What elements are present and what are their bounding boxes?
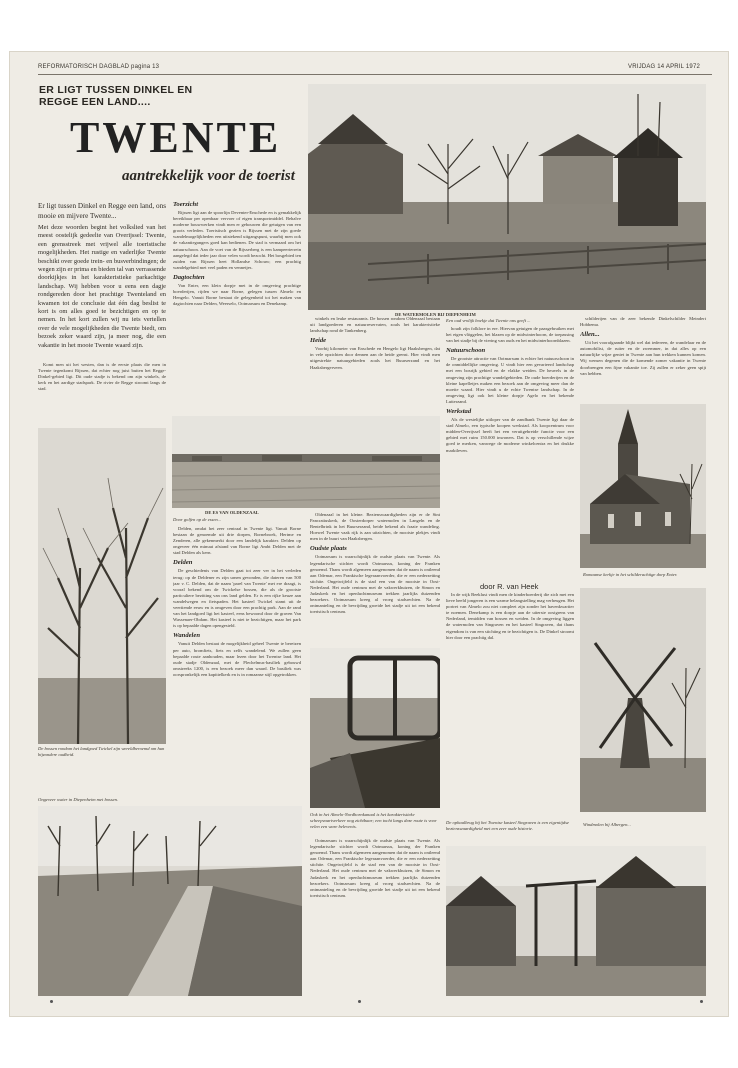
section-paragraph: winkels en leuke restaurants. De bossen rondom Oldenzaal bestaan uit landgoederen en natuurreservaten, zoals het karakteristieke landschap rond de Tankenberg. [310, 316, 440, 334]
page-mark [358, 1000, 361, 1003]
oldenzaal-caption: Door golfen op de essen... [173, 517, 222, 522]
header-rule [38, 74, 712, 75]
section-paragraph: houdt zijn folklore in ere. Hiervan getuigen de paasgebruiken met het eigen vlöggelen, het blazen op de midwinterhoorn, de toepassing van het stadje bij de viering van ouds en het midwinterhoornblazen. [446, 326, 574, 344]
trees-caption: De bossen rondom het landgoed Twickel zijn wereldberoemd om hun bijzondere oudheid. [38, 746, 165, 757]
column-2-lower-text [173, 526, 301, 806]
canal-photo [38, 806, 302, 996]
article-kicker: ER LIGT TUSSEN DINKEL EN REGGE EEN LAND.... [39, 84, 193, 108]
windmill-caption: Windmolen bij Albergen... [583, 822, 631, 827]
section-paragraph: Uit het voorafgaande blijkt wel dat iedereen, de wandelaar en de automobilist, de ruiter en de zwemmer, in dat alles op een natuurlijke wijze geniet in Twente aan hun trekken kunnen komen. Wij wensen degenen die de komende zomer vakantie in Twente doorbrengen een fijne vakantie toe. Zij zullen er zeker geen spijt van hebben. [580, 340, 706, 376]
section-heading: Delden [173, 559, 193, 567]
column-4-text [446, 326, 574, 576]
watermill-photo [308, 84, 706, 310]
section-paragraph: Rijssen ligt aan de spoorlijn Deventer-Enschede en is gemakkelijk bereikbaar per openbaar vervoer of eigen transportmiddel. Behalve moderne bouwwerken vindt men er gebouwen die getuigen van een groots verleden. Toeristisch gezien is Rijssen met de zijn goede wandelmogelijkheden een uitstekend uitgangspunt, waarbij men ook de vakantiegangers goed kan bedienen. De stad is vermaard om het natuurschoon. Aan de voet van de Rijsserberg is een kampeerterrein aangelegd dat ieder jaar door velen wordt bezocht. Het bosgebied ten zuiden van Rijssen heet Hollandse Schouw; een prachtig wandelgebied met veel paden en vennetjes. [173, 210, 301, 270]
section-paragraph: De geschiedenis van Delden gaat tot zeer ver in het verleden terug: op de Deldener es zijn urnen gevonden, die dateren van 500 jaar v. C. Delden, dat de naam 'parel van Twente' met ere draagt, is vooral bekend om de Twickelse bossen, die als de grootste particuliere bezitting van ons land gelden. Er is een rijke keuze aan wandelwegen en fietspaden. Het kasteel Twickel stamt uit de veertiende eeuw en is omgeven door een prachtig park. Aan de rand van het landgoed ligt het kasteel, eens bewoond door de graven Van Wassenaer-Obdam. Het kasteel is niet te bezichtigen, maar het park is op bepaalde dagen opengesteld. [173, 568, 301, 629]
watermill-caption-title: DE WATERMOLEN BIJ DIEPENHEIM [395, 312, 476, 317]
section-paragraph: Delden, omdat het zeer centraal in Twente ligt. Vanuit Borne bestaan de genoemde uit drie dorpen, Bornebroek, Hertme en Zenderen, alle gekenmerkt door een landelijk karakter. Delden op ongeveer één minuut afstand van Borne ligt Ambt Delden met de stad Delden als kern. [173, 526, 301, 556]
ship-caption: Ook in het Almelo-Nordhornkanaal is het karakteristieke scheepvaartverkeer nog zichtbaar; een tocht langs deze route is voor velen een ware belevenis. [310, 812, 437, 829]
section-heading: Allen... [580, 331, 600, 339]
oldenzaal-photo [172, 416, 440, 508]
column-4-lower-text [446, 592, 574, 818]
section-heading: Natuurschoon [446, 347, 486, 355]
church-caption: Romaanse kerkje in het schilderachtige dorp Enter. [583, 572, 678, 577]
page-header-left: REFORMATORISCH DAGBLAD pagina 13 [38, 64, 160, 70]
canal-caption: Ongeveer water in Diepenheim met bossen. [38, 797, 119, 802]
church-photo [580, 404, 706, 568]
oldenzaal-caption-title: DE ES VAN OLDENZAAL [205, 510, 259, 515]
section-paragraph: Voorbij kilometer van Enschede en Hengelo ligt Haaksbergen, dat in vele opzichten door dennen aan de heide grenst. Hier vindt men uitgestrekte natuurgebieden zoals het Buurserzand en het Haaksbergerveen. [310, 346, 440, 370]
section-paragraph: Van Enter, een klein dorpje met in de omgeving prachtige boerderijen, rijden we naar Borne, gelegen tussen Almelo en Hengelo. Vanuit Borne bestaat de gelegenheid tot het maken van dagtochten naar Delden, Weerselo, Ootmarsum en Denekamp. [173, 282, 301, 307]
column-3-bottom-text [310, 838, 440, 1000]
drawbridge-caption: De ophaalbrug bij het Twentse kasteel Singraven is een eigentijdse bezienswaardigheid met een zeer oude historie. [446, 820, 570, 831]
section-paragraph: Oldenzaal in het kleine. Bezienswaardigheden zijn er de Sint Pancratiuskerk, de Oosterdorper watermolen in Langeln en de Bentelbrink in het Buurserzand, beide bekend als fraaie wandeling. Hoewel Twente vaak rijk is aan uitzichten, de mooiste plekjes vindt men in de buurt van Haaksbergen. [310, 512, 440, 542]
section-paragraph: Ootmarsum is waarschijnlijk de oudste plaats van Twente. Als legendarische stichter wordt Ootmarsus, koning der Franken genoemd. Thans wordt algemeen aangenomen dat de naam is ontleend aan Odemar, een Frankische legeraanvoerder, die er een nederzetting stichtte. Ongetwijfeld is de stad een van de mooiste in Oost-Nederland. Het oude centrum met de vakwerkhuizen, de Simon en Judaskerk en het openluchtmuseum trekken jaarlijks duizenden bezoekers. Ootmarsum kreeg al vroeg stadsrechten. Na de ontmanteling en de bevrijding groeide het stadje uit tot een bekend toeristisch centrum. [310, 554, 440, 615]
page-mark [700, 1000, 703, 1003]
column-2-text [173, 198, 301, 410]
windmill-photo [580, 588, 706, 812]
page-mark [50, 1000, 53, 1003]
column-3-text [310, 316, 440, 408]
section-paragraph: Ootmarsum is waarschijnlijk de oudste plaats van Twente. Als legendarische stichter wordt Ootmarsus, koning der Franken genoemd. Thans wordt algemeen aangenomen dat de naam is ontleend aan Odemar, een Frankische legeraanvoerder, die er een nederzetting stichtte. Ongetwijfeld is de stad een van de mooiste in Oost-Nederland. Het oude centrum met de vakwerkhuizen, de Simon en Judaskerk en het openluchtmuseum trekken jaarlijks duizenden bezoekers. Ootmarsum kreeg al vroeg stadsrechten. Na de ontmanteling en de bevrijding groeide het stadje uit tot een bekend toeristisch centrum. [310, 838, 440, 898]
section-paragraph: In de wijk Beeklust vindt men de kinderboerderij die zich met een lieve beeld jongeren is een warme belangstelling mag verheugen. Het portret van Almelo zou niet compleet zijn zonder het havenkwartier te noemen. Denekamp is een dorpje aan de uiterste oostgrens van Nederland, temidden van bossen en weiden. In de omgeving liggen de watermolen van Singraven en het kasteel Singraven, dat thans eigendom is van een stichting en te bezichtigen is. De Dinkel stroomt hier door een prachtig dal. [446, 592, 574, 640]
page-header-right: VRIJDAG 14 APRIL 1972 [628, 64, 701, 70]
section-heading: Werkstad [446, 408, 472, 416]
lead-paragraph-1: Er ligt tussen Dinkel en Regge een land, ons mooie en mijvere Twente... [38, 202, 166, 220]
drawbridge-photo [446, 846, 706, 996]
column-3-middle-text [310, 512, 440, 644]
watermill-caption: Een oud vrolijk boekje dat Twente ons geeft ... [446, 318, 531, 323]
column-1-text [38, 362, 166, 422]
article-title: TWENTE [70, 113, 282, 162]
section-paragraph: Als de westelijke uitloper van de zandbank Twente ligt daar de stad Almelo, een typische koopen werkstad. Als koopcentrum voor midden-Overijssel heeft het een veruitgebreide functie voor een gebied met ruim 150.000 inwoners. Dat is op verschillende wijze goed te merken, vanwege de moderne winkelcentra en het drukke marktleven. [446, 417, 574, 453]
ship-photo [310, 648, 440, 808]
article-lead [38, 202, 166, 360]
lead-paragraph-3: Komt men uit het westen, dan is de eerste plaats die men in Twente tegenkomt Rijssen, dat echter nog juist buiten het Regge-Dinkel-gebied ligt. Dit oude stadje is bekend om zijn winkels, de kerk en het aardige stadspark. De rivier de Regge stroomt langs de stad. [38, 362, 166, 392]
article-subtitle: aantrekkelijk voor de toerist [122, 168, 295, 184]
section-heading: Heide [310, 337, 327, 345]
section-paragraph: schilderijen van de zeer bekende Dinkelschilder Meindert Hobbema. [580, 316, 706, 328]
lead-paragraph-2: Met deze woorden begint het volkslied van het meest oostelijk gedeelte van Overijssel: Twente, een grensstreek met vrijwel alle toeristische mogelijkheden. Het rustige en vaderlijke Twente beschikt over goede trein- en busverbindingen; de wegen zijn er prima en bieden tal van verrassende doorkijkjes in het karakteristieke parkachtige landschap. Wij hebben voor u eens een dagje rondgereden door het prachtige Twenteland en kwamen tot de conclusie dat één dag beslist te kort is om alles goed te bezichtigen en op te nemen. In het kort zullen wij nu iets vertellen over de vele mogelijkheden die Twente biedt, om bezoek zeker waard zijn, ja meer nog, die een vakantie in het mooie Twente waard zijn. [38, 224, 166, 349]
section-heading: Dagtochten [173, 273, 205, 281]
section-paragraph: De grootste attractie van Ootmarsum is echter het natuurschoon in de onmiddellijke omgeving. U vindt hier een gevarieerd landschap met een bosrijk gebied en de vlakke weiden. De heuvels in de omgeving zijn prachtige wandelgebieden. De oude boerderijen en de kleine kapelletjes maken een bezoek aan de omgeving meer dan de moeite waard. Hier vindt u de echte Twentse landschap. In de omgeving ligt ook het kleine dorpje Agelo en het bekende Lutterzand. [446, 356, 574, 404]
column-5-text [580, 316, 706, 400]
section-paragraph: Vanuit Delden bestaat de mogelijkheid geheel Twente te bereizen per auto, bromfiets, fiets en zelfs wandelend. We zullen geen bepaalde route aanhouden, maar lezen door het Twentse land. Het oude stadje Oldenzaal, met de Plechelmus-basiliek gebouwd omstreeks 1200, is een bezoek meer dan waard. De basiliek was oorspronkelijk een kapittelkerk en is in romaanse stijl opgetrokken. [173, 641, 301, 677]
trees-photo [38, 428, 166, 744]
article-byline: door R. van Heek [480, 582, 539, 591]
section-heading: Wandelen [173, 632, 200, 640]
section-heading: Toerzicht [173, 201, 199, 208]
section-heading: Oudste plaats [310, 545, 347, 553]
